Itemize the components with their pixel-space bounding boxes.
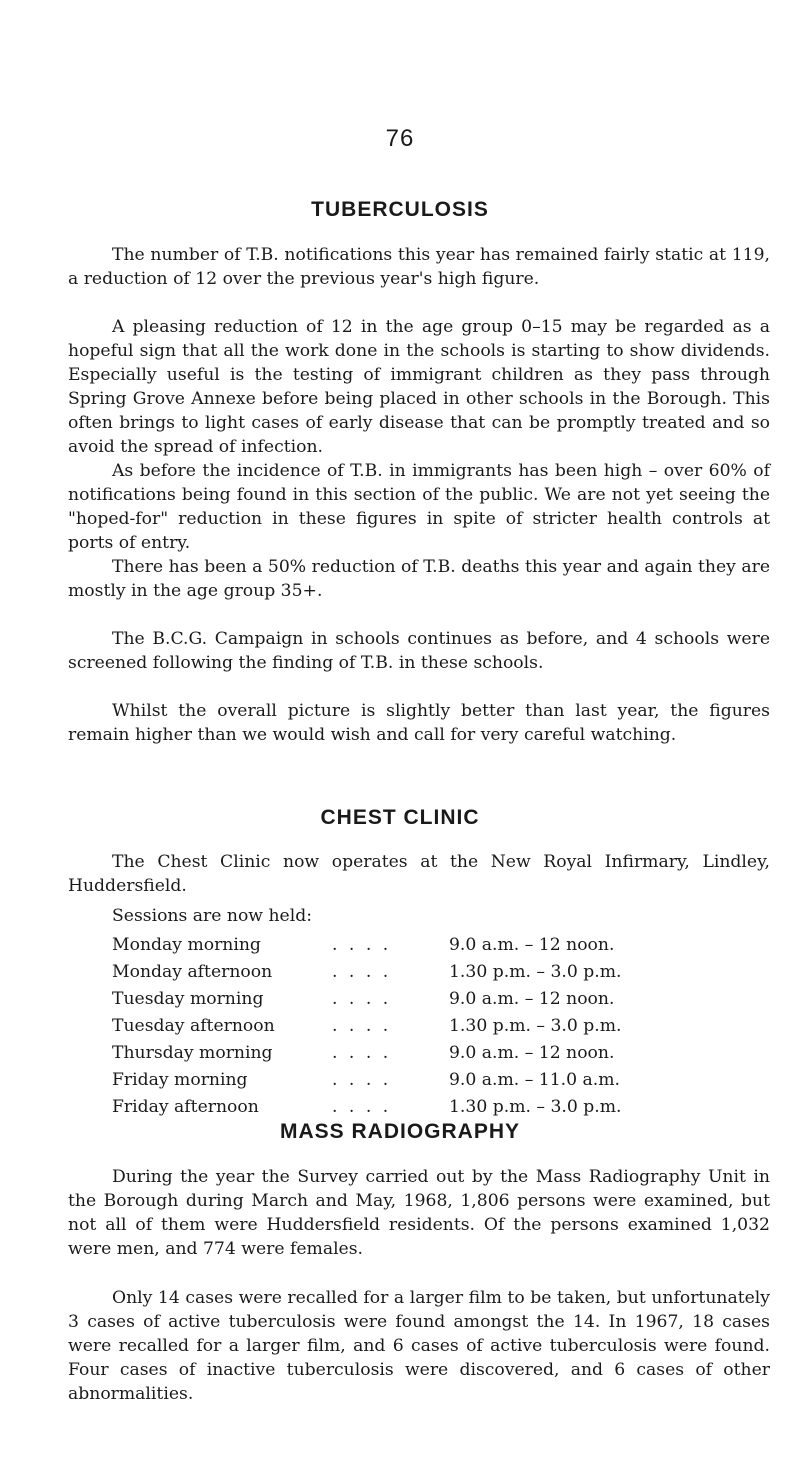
tb-paragraph-6: Whilst the overall picture is slightly better than last year, the figures remain higher than we would wish and call for very careful watching. <box>68 701 770 745</box>
session-row <box>112 932 672 959</box>
session-row <box>112 1013 672 1040</box>
session-day: Friday morning <box>112 1070 248 1090</box>
tb-paragraph-3: As before the incidence of T.B. in immigrants has been high – over 60% of notifications being found in this section of the public. We are not yet seeing the "hoped-for" reduction in these figures in spite of stricter health controls at ports of entry. <box>68 461 770 553</box>
session-row <box>112 959 672 986</box>
dot-leader: . . . . <box>332 935 392 955</box>
session-row <box>112 986 672 1013</box>
session-row <box>112 1094 672 1121</box>
session-row <box>112 1067 672 1094</box>
radiography-paragraph-2: Only 14 cases were recalled for a larger film to be taken, but unfortunately 3 cases of active tuberculosis were found amongst the 14. In 1967, 18 cases were recalled for a larger film, and 6 cases of active tuberculosis were found. Four cases of inactive tuberculosis were discovered, and 6 cases of other abnormalities. <box>68 1288 770 1404</box>
session-day: Monday morning <box>112 935 261 955</box>
page-number: 76 <box>385 125 415 152</box>
dot-leader: . . . . <box>332 989 392 1009</box>
dot-leader: . . . . <box>332 962 392 982</box>
session-time: 1.30 p.m. – 3.0 p.m. <box>449 1097 622 1117</box>
session-row <box>112 1040 672 1067</box>
chest-clinic-intro: The Chest Clinic now operates at the New Royal Infirmary, Lindley, Huddersfield. <box>68 852 770 896</box>
radiography-paragraph-1: During the year the Survey carried out by the Mass Radiography Unit in the Borough during March and May, 1968, 1,806 persons were examined, but not all of them were Huddersfield residents. Of the persons examined 1,032 were men, and 774 were females. <box>68 1167 770 1259</box>
sessions-label: Sessions are now held: <box>112 906 313 926</box>
session-day: Tuesday morning <box>112 989 264 1009</box>
session-time: 1.30 p.m. – 3.0 p.m. <box>449 962 622 982</box>
session-time: 1.30 p.m. – 3.0 p.m. <box>449 1016 622 1036</box>
dot-leader: . . . . <box>332 1070 392 1090</box>
session-schedule <box>112 932 672 1121</box>
section-heading-chest-clinic: CHEST CLINIC <box>320 806 480 829</box>
dot-leader: . . . . <box>332 1097 392 1117</box>
session-day: Friday afternoon <box>112 1097 259 1117</box>
section-heading-tuberculosis: TUBERCULOSIS <box>311 198 489 221</box>
tb-paragraph-2: A pleasing reduction of 12 in the age group 0–15 may be regarded as a hopeful sign that all the work done in the schools is starting to show dividends. Especially useful is the testing of immigrant children as they pass through Spring Grove Annexe before being placed in other schools in the Borough. This often brings to light cases of early disease that can be promptly treated and so avoid the spread of infection. <box>68 317 770 457</box>
session-time: 9.0 a.m. – 12 noon. <box>449 935 615 955</box>
tb-paragraph-5: The B.C.G. Campaign in schools continues as before, and 4 schools were screened following the finding of T.B. in these schools. <box>68 629 770 673</box>
section-heading-mass-radiography: MASS RADIOGRAPHY <box>279 1120 521 1143</box>
session-time: 9.0 a.m. – 12 noon. <box>449 1043 615 1063</box>
session-day: Thursday morning <box>112 1043 273 1063</box>
session-time: 9.0 a.m. – 12 noon. <box>449 989 615 1009</box>
dot-leader: . . . . <box>332 1016 392 1036</box>
tb-paragraph-4: There has been a 50% reduction of T.B. deaths this year and again they are mostly in the age group 35+. <box>68 557 770 601</box>
session-time: 9.0 a.m. – 11.0 a.m. <box>449 1070 620 1090</box>
dot-leader: . . . . <box>332 1043 392 1063</box>
session-day: Tuesday afternoon <box>112 1016 275 1036</box>
tb-paragraph-1: The number of T.B. notifications this year has remained fairly static at 119, a reduction of 12 over the previous year's high figure. <box>68 245 770 289</box>
session-day: Monday afternoon <box>112 962 273 982</box>
